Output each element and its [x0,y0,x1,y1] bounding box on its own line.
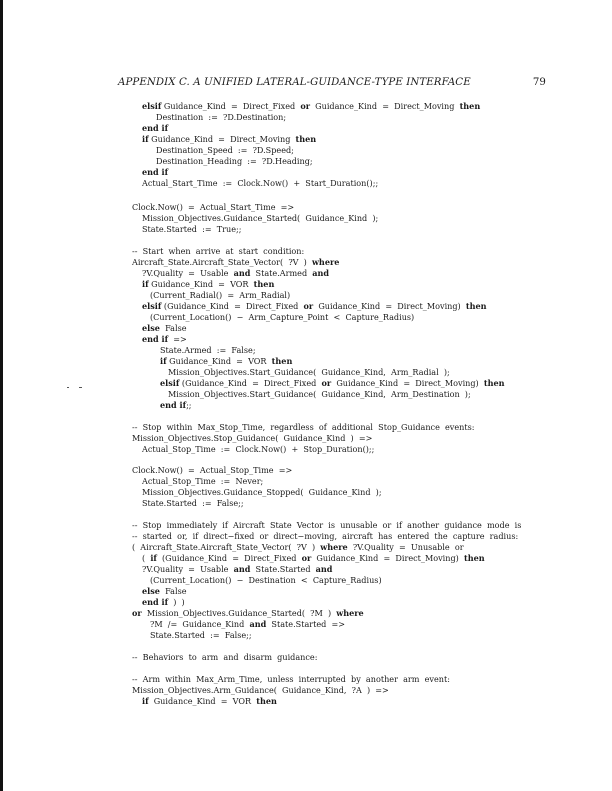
code-keyword: where [320,542,348,552]
code-line [142,123,168,134]
code-line [156,156,313,167]
code-line [142,178,378,189]
code-line [142,213,378,224]
code-line [156,112,286,123]
code-text: Clock.Now() = Actual_Stop_Time => [132,465,293,475]
code-keyword: then [459,101,481,111]
code-line [132,674,450,685]
code-text: (Guidance_Kind = Direct_Fixed [179,378,322,388]
code-text: Actual_Start_Time := Clock.Now() + Start_Duration();; [142,178,379,188]
code-text: Actual_Stop_Time := Never; [142,476,264,486]
code-keyword: end if [142,167,169,177]
code-keyword: then [271,356,293,366]
code-line [142,586,187,597]
code-line [142,167,168,178]
code-text: ?M /= Guidance_Kind [150,619,250,629]
code-text: Guidance_Kind = Direct_Moving) [331,378,484,388]
running-head-title: APPENDIX C. A UNIFIED LATERAL-GUIDANCE-TYPE INTERFACE [118,77,471,88]
code-text: Mission_Objectives.Start_Guidance( Guidance_Kind, Arm_Radial ); [168,367,450,377]
code-text: ( Aircraft_State.Aircraft_State_Vector( ?V ) [132,542,321,552]
code-line [132,246,304,257]
code-text: State.Armed := False; [160,345,256,355]
code-keyword: elsif [142,301,162,311]
code-text: Mission_Objectives.Guidance_Stopped( Guidance_Kind ); [142,487,382,497]
code-keyword: if [150,553,157,563]
code-keyword: end if [142,597,169,607]
code-keyword: if [160,356,167,366]
code-text: ) ) [168,597,185,607]
code-keyword: or [321,378,332,388]
code-text: Actual_Stop_Time := Clock.Now() + Stop_Duration();; [142,444,375,454]
code-text: ?V.Quality = Unusable or [347,542,464,552]
code-line [132,465,292,476]
code-text: -- Start when arrive at start condition: [132,246,305,256]
code-line [150,290,290,301]
code-keyword: or [132,608,142,618]
code-line [150,312,414,323]
code-text: Mission_Objectives.Stop_Guidance( Guidance_Kind ) => [132,433,373,443]
code-line [142,696,277,707]
code-text: -- Stop within Max_Stop_Time, regardless of additional Stop_Guidance events: [132,422,475,432]
page-header [118,77,546,91]
code-line [142,323,187,334]
code-keyword: and [315,564,333,574]
code-text: Guidance_Kind = Direct_Fixed [161,101,301,111]
code-text: State.Armed [250,268,313,278]
code-text: Guidance_Kind = VOR [148,279,254,289]
code-line [142,597,185,608]
scan-edge-bar [0,0,3,791]
code-text: Mission_Objectives.Guidance_Started( ?M ) [141,608,337,618]
code-keyword: end if [160,400,187,410]
code-keyword: or [300,101,311,111]
code-keyword: elsif [142,101,162,111]
code-line [142,268,329,279]
code-keyword: then [465,301,487,311]
code-line [132,531,518,542]
code-text: (Current_Radial() = Arm_Radial) [150,290,291,300]
code-text: (Current_Location() − Destination < Capture_Radius) [150,575,382,585]
code-line [132,685,389,696]
code-keyword: end if [142,334,169,344]
code-text: Clock.Now() = Actual_Start_Time => [132,202,295,212]
code-line [160,345,256,356]
code-text: Guidance_Kind = Direct_Moving) [311,553,464,563]
code-line [150,619,345,630]
code-text: Mission_Objectives.Start_Guidance( Guidance_Kind, Arm_Destination ); [168,389,471,399]
code-line [160,400,192,411]
code-text: Destination_Heading := ?D.Heading; [156,156,313,166]
code-keyword: else [142,586,160,596]
code-keyword: then [253,279,275,289]
code-line [156,145,294,156]
code-keyword: then [295,134,317,144]
code-line [160,356,292,367]
code-line [142,444,374,455]
code-text: Guidance_Kind = Direct_Moving) [313,301,466,311]
code-line [142,134,316,145]
code-text: (Guidance_Kind = Direct_Fixed [156,553,302,563]
code-keyword: or [303,301,314,311]
code-line [142,476,263,487]
code-line [132,422,475,433]
code-text: -- Stop immediately if Aircraft State Vector is unusable or if another guidance mode is [132,520,522,530]
code-text: -- Behaviors to arm and disarm guidance: [132,652,318,662]
code-line [168,367,450,378]
code-text: State.Started := True;; [142,224,242,234]
code-keyword: where [311,257,340,267]
code-line [132,652,317,663]
code-text: State.Started [250,564,316,574]
code-keyword: or [301,553,312,563]
code-line [132,608,364,619]
code-line [142,553,485,564]
code-line [142,224,241,235]
code-text: ?V.Quality = Usable [142,268,234,278]
code-keyword: and [312,268,330,278]
code-line [142,564,332,575]
code-keyword: else [142,323,160,333]
code-keyword: end if [142,123,169,133]
code-text: State.Started := False;; [142,498,244,508]
code-text: -- started or, if direct−fixed or direct−moving, aircraft has entered the capture radius: [132,531,519,541]
code-text: False [159,586,187,596]
code-text: Guidance_Kind = Direct_Moving [148,134,296,144]
code-line [142,334,187,345]
code-text: Aircraft_State.Aircraft_State_Vector( ?V ) [132,257,312,267]
code-line [132,433,372,444]
code-line [132,202,294,213]
code-line [132,542,464,553]
code-keyword: and [233,268,251,278]
code-keyword: then [256,696,277,706]
code-keyword: if [142,279,149,289]
code-text: ;; [186,400,192,410]
code-text: ?V.Quality = Usable [142,564,234,574]
scan-speck [67,387,69,388]
code-line [132,520,521,531]
code-text: (Guidance_Kind = Direct_Fixed [161,301,304,311]
code-text: Destination := ?D.Destination; [156,112,287,122]
code-keyword: where [336,608,364,618]
code-text: Destination_Speed := ?D.Speed; [156,145,294,155]
code-text: False [159,323,187,333]
code-keyword: then [483,378,505,388]
code-line [150,575,382,586]
code-keyword: and [249,619,267,629]
code-text: => [168,334,187,344]
code-line [142,498,244,509]
code-line [142,301,487,312]
code-line [168,389,471,400]
code-keyword: elsif [160,378,180,388]
code-keyword: then [463,553,485,563]
code-text: State.Started => [266,619,346,629]
code-text: State.Started := False;; [150,630,252,640]
code-line [142,487,382,498]
code-text: Guidance_Kind = VOR [166,356,272,366]
code-text: (Current_Location() − Arm_Capture_Point < Capture_Radius) [150,312,415,322]
scan-speck [79,387,82,388]
code-keyword: if [142,696,149,706]
code-line [142,101,480,112]
code-text: -- Arm within Max_Arm_Time, unless interrupted by another arm event: [132,674,450,684]
code-text: Guidance_Kind = VOR [148,696,257,706]
code-line [132,257,339,268]
code-line [160,378,505,389]
page-number: 79 [532,77,546,88]
code-text: ( [142,553,151,563]
code-text: Mission_Objectives.Guidance_Started( Guidance_Kind ); [142,213,379,223]
code-line [150,630,252,641]
code-text: Mission_Objectives.Arm_Guidance( Guidance_Kind, ?A ) => [132,685,389,695]
code-line [142,279,274,290]
code-keyword: and [233,564,251,574]
code-keyword: if [142,134,149,144]
code-text: Guidance_Kind = Direct_Moving [310,101,460,111]
